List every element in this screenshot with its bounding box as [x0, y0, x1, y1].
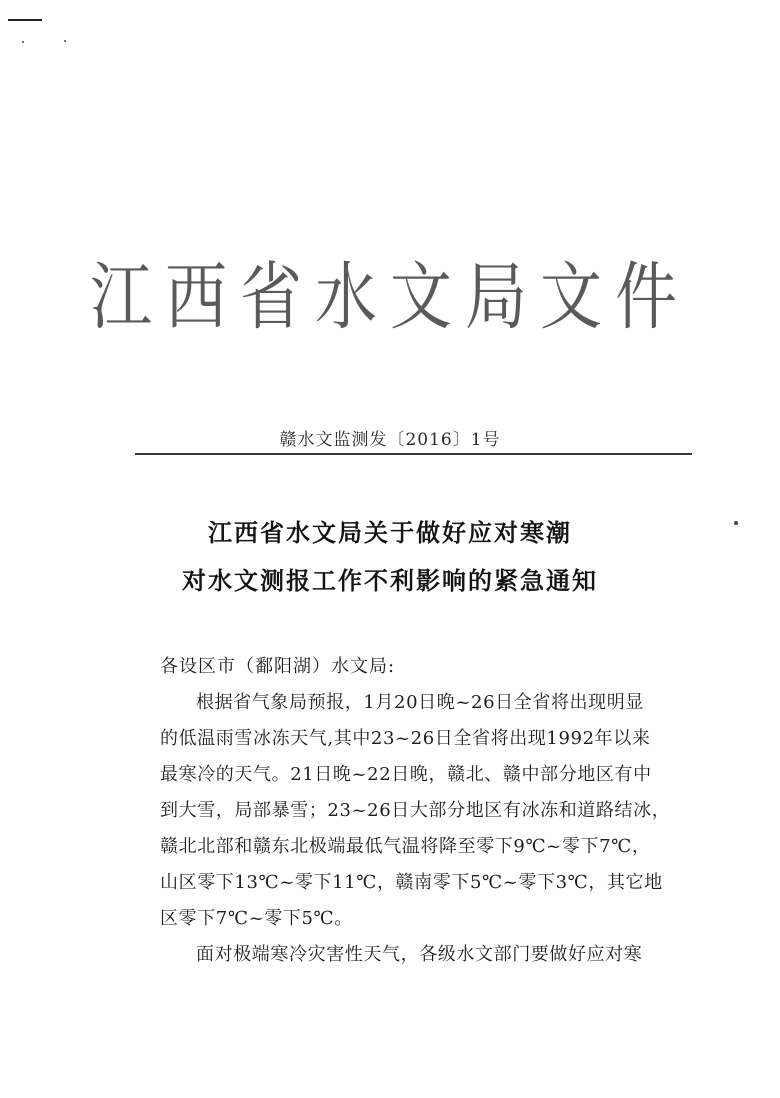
scan-speck — [22, 41, 24, 43]
issuer-banner-title: 江西省水文局文件 — [89, 253, 690, 340]
body-line: 最寒冷的天气。21日晚~22日晚，赣北、赣中部分地区有中 — [160, 764, 652, 785]
body-line: 根据省气象局预报，1月20日晚~26日全省将出现明显 — [196, 692, 644, 713]
scan-corner-mark — [8, 19, 42, 21]
document-number: 赣水文监测发〔2016〕1号 — [279, 430, 501, 450]
body-line: 的低温雨雪冰冻天气,其中23~26日全省将出现1992年以来 — [160, 728, 651, 749]
body-line: 山区零下13℃~零下11℃，赣南零下5℃~零下3℃，其它地 — [160, 872, 663, 893]
separator-rule — [135, 453, 692, 455]
body-line: 区零下7℃~零下5℃。 — [160, 908, 353, 929]
body-line: 赣北北部和赣东北极端最低气温将降至零下9℃~零下7℃， — [160, 836, 651, 857]
headline-line-2: 对水文测报工作不利影响的紧急通知 — [182, 567, 598, 595]
scan-speck — [64, 40, 66, 42]
body-line: 面对极端寒冷灾害性天气，各级水文部门要做好应对寒 — [196, 944, 643, 965]
headline-line-1: 江西省水文局关于做好应对寒潮 — [208, 519, 572, 547]
body-line: 到大雪，局部暴雪；23~26日大部分地区有冰冻和道路结冰， — [160, 800, 671, 821]
salutation: 各设区市（鄱阳湖）水文局: — [160, 656, 396, 677]
